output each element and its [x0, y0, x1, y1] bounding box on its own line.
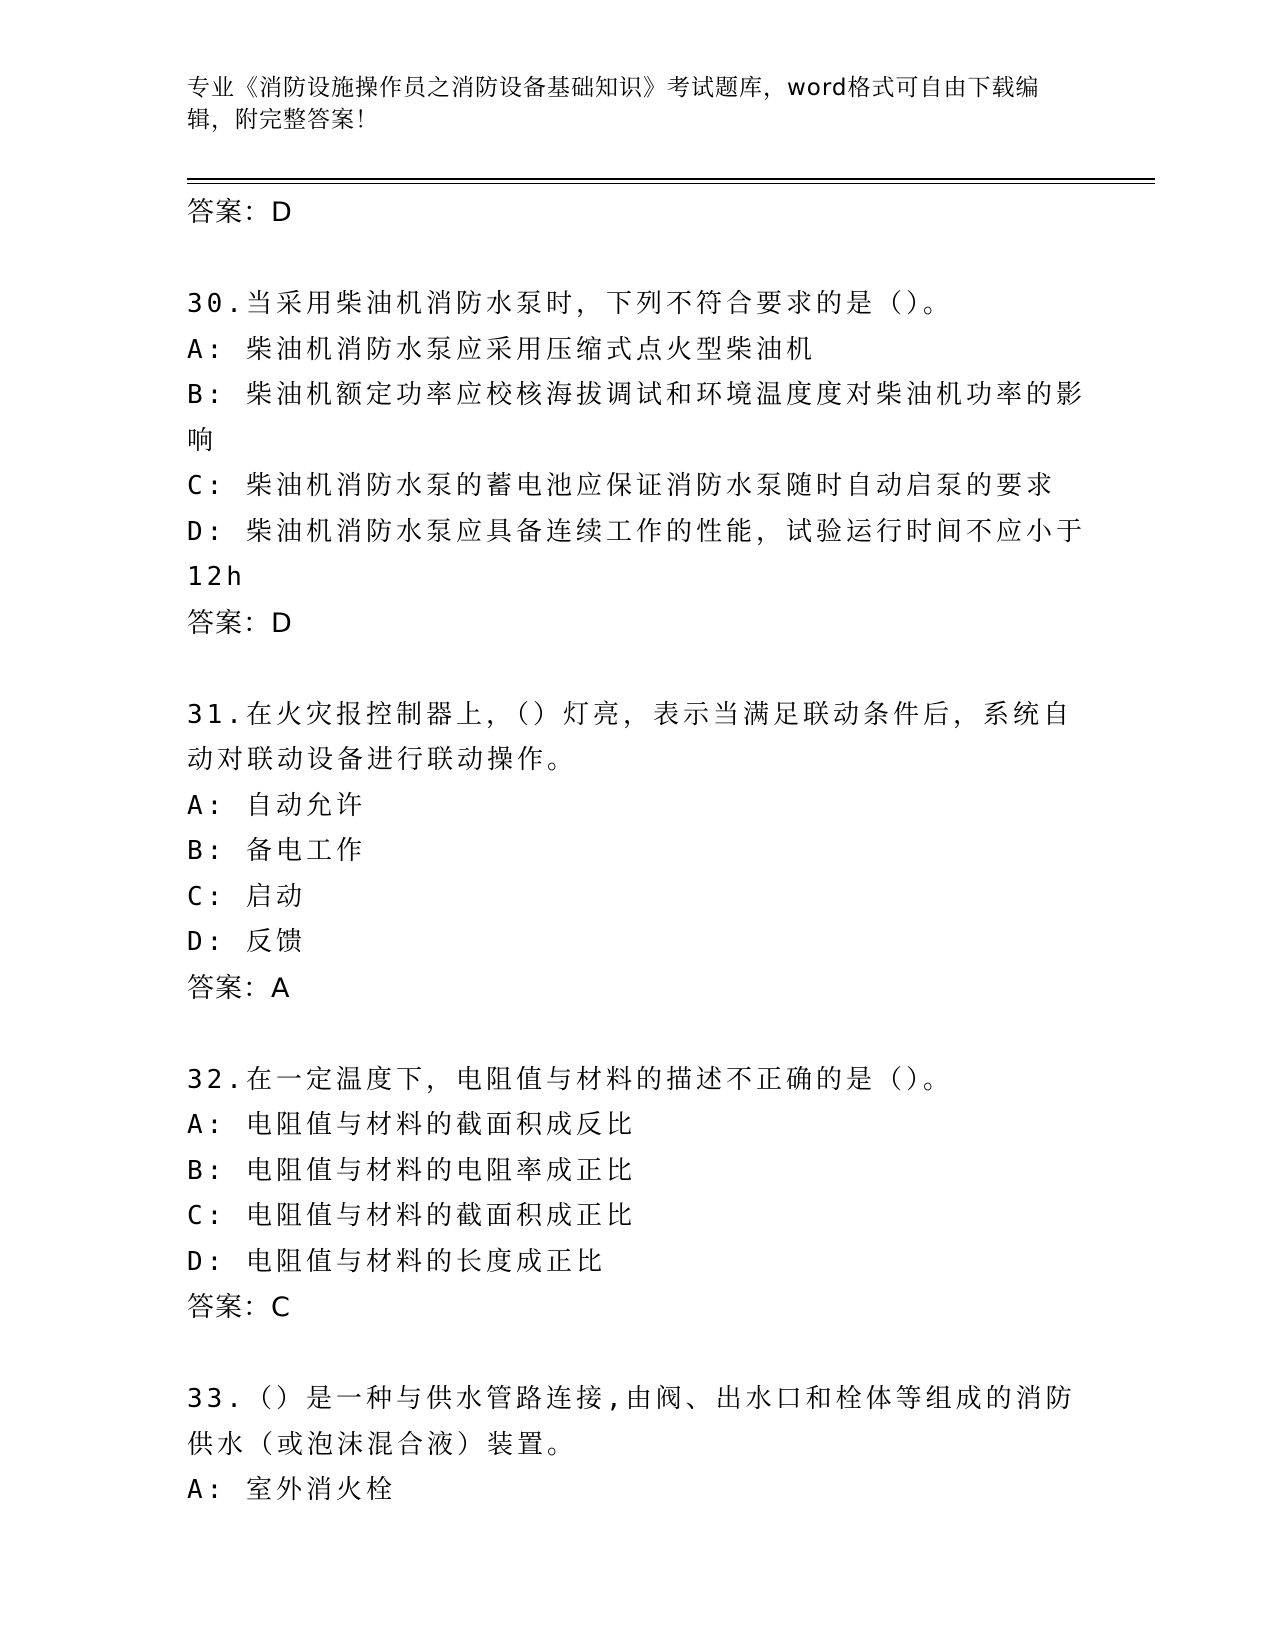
spacer [187, 235, 1087, 282]
answer-line: 答案：D [187, 197, 293, 228]
option-a: A: 室外消火栓 [187, 1475, 396, 1505]
question-text: 32.在一定温度下，电阻值与材料的描述不正确的是（）。 [187, 1064, 953, 1095]
question-block [187, 282, 1087, 646]
spacer [187, 1011, 1087, 1058]
option-a: A: 电阻值与材料的截面积成反比 [187, 1110, 636, 1140]
option-d: D: 柴油机消防水泵应具备连续工作的性能，试验运行时间不应小于12h [187, 516, 1086, 592]
option-b: B: 柴油机额定功率应校核海拔调试和环境温度度对柴油机功率的影响 [187, 380, 1086, 456]
question-block [187, 1058, 1087, 1331]
spacer [187, 646, 1087, 693]
option-a: A: 自动允许 [187, 790, 366, 821]
option-c: C: 电阻值与材料的截面积成正比 [187, 1201, 636, 1231]
header-divider-thin [187, 183, 1155, 184]
page-header: 专业《消防设施操作员之消防设备基础知识》考试题库，word格式可自由下载编辑，附完整答案！ [187, 75, 1040, 133]
answer-line: 答案：A [187, 972, 291, 1004]
question-text: 33.（）是一种与供水管路连接,由阀、出水口和栓体等组成的消防供水（或泡沫混合液）装置。 [187, 1384, 1076, 1460]
option-c: C: 启动 [187, 881, 306, 912]
question-text: 30.当采用柴油机消防水泵时，下列不符合要求的是（）。 [187, 289, 953, 319]
question-list [187, 190, 1087, 1514]
answer-line: 答案：C [187, 1292, 291, 1323]
option-c: C: 柴油机消防水泵的蓄电池应保证消防水泵随时自动启泵的要求 [187, 471, 1056, 501]
question-block [187, 1377, 1087, 1514]
option-d: D: 电阻值与材料的长度成正比 [187, 1246, 606, 1277]
question-text: 31.在火灾报控制器上，（）灯亮，表示当满足联动条件后，系统自动对联动设备进行联动操作。 [187, 699, 1073, 775]
option-d: D: 反馈 [187, 927, 306, 957]
option-b: B: 电阻值与材料的电阻率成正比 [187, 1155, 636, 1186]
option-b: B: 备电工作 [187, 836, 366, 866]
question-block [187, 693, 1087, 1011]
spacer [187, 1330, 1087, 1377]
answer-line: 答案：D [187, 607, 293, 639]
header-divider-thick [187, 178, 1155, 180]
option-a: A: 柴油机消防水泵应采用压缩式点火型柴油机 [187, 334, 816, 365]
